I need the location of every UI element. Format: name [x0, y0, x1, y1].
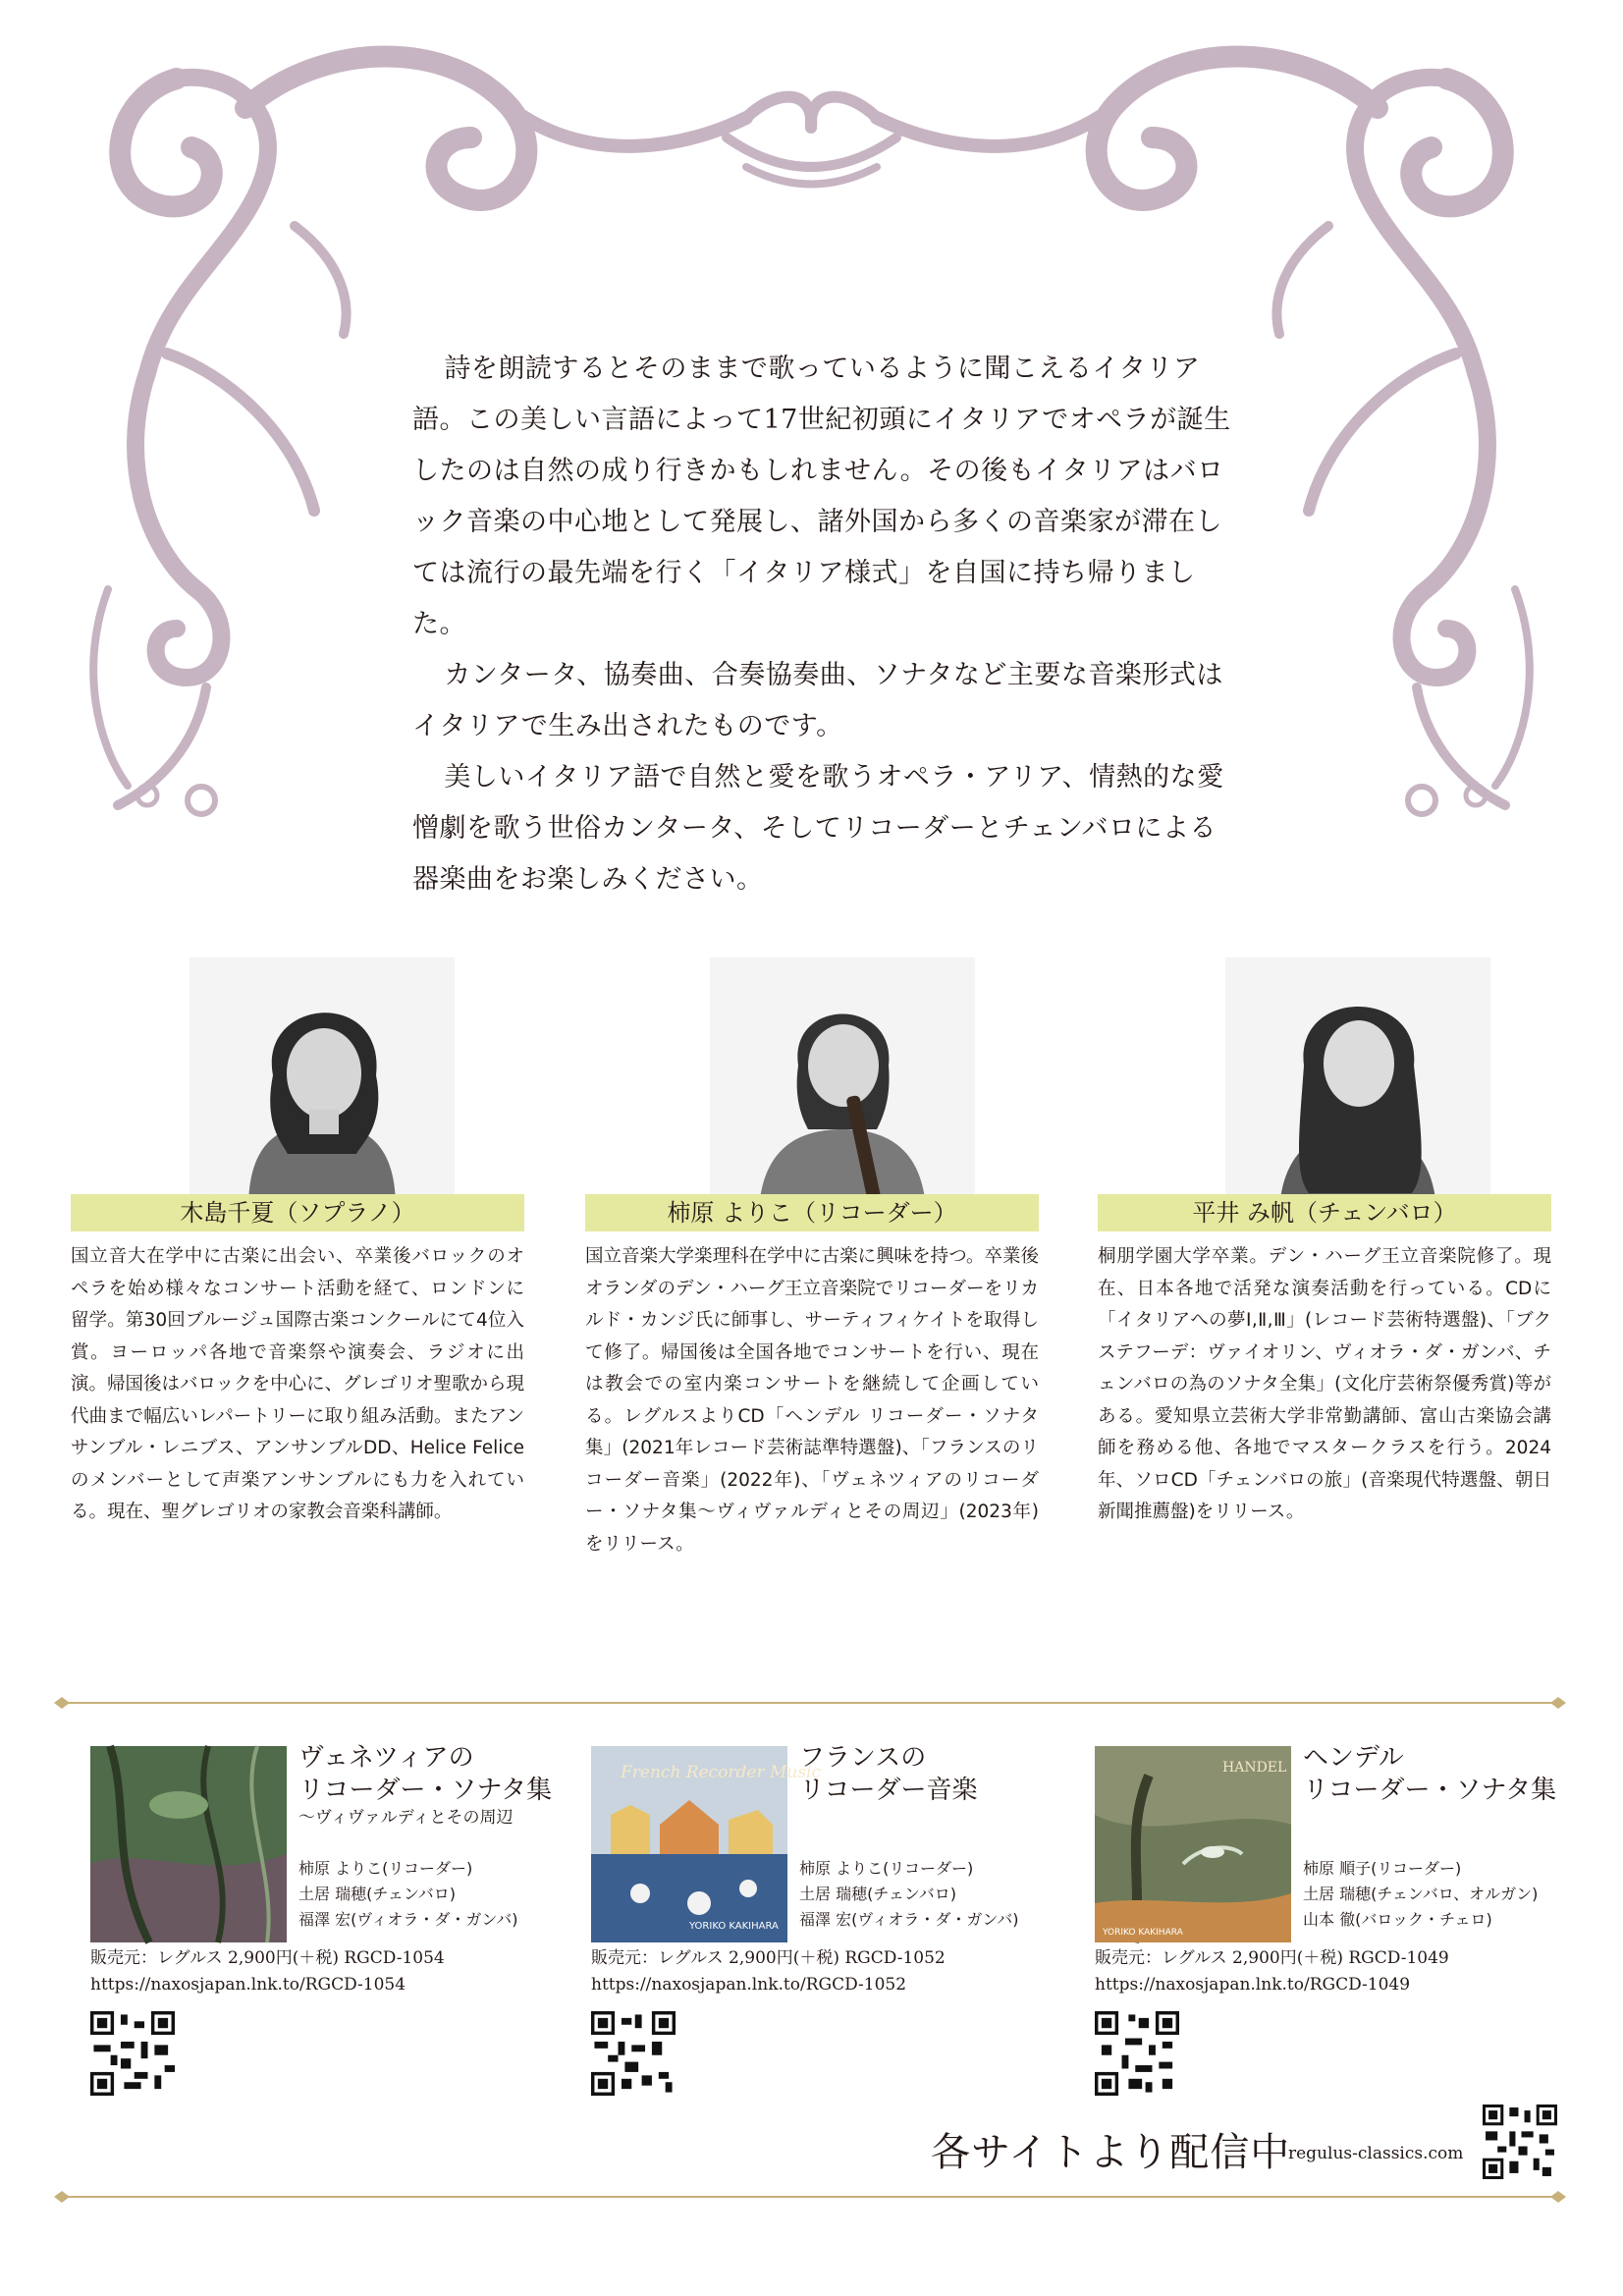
performer-bio-text: 国立音大在学中に古楽に出会い、卒業後バロックのオペラを始め様々なコンサート活動を経て、ロンドンに留学。第30回ブルージュ国際古楽コンクールにて4位入賞。ヨーロッパ各地で音楽祭や演奏会、ラジオに出演。帰国後はバロックを中心に、グレゴリオ聖歌から現代曲まで幅広いレパートリーに取り組み活動。またアンサンブル・レニブス、アンサンブルDD、Helice Feliceのメンバーとして声楽アンサンブルにも力を入れている。現在、聖グレゴリオの家教会音楽科講師。 [71, 1246, 524, 1522]
cd-cover-france[interactable] [591, 1746, 822, 1942]
cd-cover-venezia[interactable] [90, 1746, 287, 1942]
cover-title: HANDEL [1222, 1760, 1287, 1776]
intro-paragraph-3: 美しいイタリア語で自然と愛を歌うオペラ・アリア、情熱的な愛憎劇を歌う世俗カンタータ、そしてリコーダーとチェンバロによる器楽曲をお楽しみください。 [412, 762, 1224, 895]
footer-website-link[interactable]: regulus-classics.com [1288, 2144, 1464, 2163]
qr-code-icon[interactable] [1483, 2105, 1557, 2179]
cd-sale-info: 販売元：レグルス 2,900円(＋税) RGCD-1049 https://naxosjapan.lnk.to/RGCD-1049 [1095, 1945, 1449, 1998]
performer-name: 平井 み帆（チェンバロ） [1098, 1194, 1551, 1231]
cd-sale-info: 販売元：レグルス 2,900円(＋税) RGCD-1052 https://naxosjapan.lnk.to/RGCD-1052 [591, 1945, 946, 1998]
qr-code-icon[interactable] [1095, 2011, 1179, 2096]
cd-cover-handel[interactable] [1095, 1746, 1291, 1942]
streaming-notice: 各サイトより配信中 [931, 2130, 1291, 2175]
performer-bio-kakihara [585, 1194, 1039, 1560]
cd-title: ヘンデル リコーダー・ソナタ集 [1303, 1743, 1557, 1805]
cover-artist: YORIKO KAKIHARA [689, 1921, 779, 1932]
performer-name: 柿原 よりこ（リコーダー） [585, 1194, 1039, 1231]
qr-code-icon[interactable] [90, 2011, 175, 2096]
performer-name: 木島千夏（ソプラノ） [71, 1194, 524, 1231]
performer-bio-kijima [71, 1194, 524, 1529]
performer-photo-kijima [189, 957, 455, 1208]
qr-code-icon[interactable] [591, 2011, 676, 2096]
performer-bio-text: 国立音楽大学楽理科在学中に古楽に興味を持つ。卒業後オランダのデン・ハーグ王立音楽院でリコーダーをリカルド・カンジ氏に師事し、サーティフィケイトを取得して修了。帰国後は全国各地でコンサートを行い、現在は教会での室内楽コンサートを継続して企画している。レグルスよりCD「ヘンデル リコーダー・ソナタ集」(2021年レコード芸術誌準特選盤)、「フランスのリコーダー音楽」(2022年)、「ヴェネツィアのリコーダー・ソナタ集～ヴィヴァルディとその周辺」(2023年)をリリース。 [585, 1246, 1039, 1555]
cover-artist: YORIKO KAKIHARA [1103, 1928, 1183, 1938]
cd-credits: 柿原 よりこ(リコーダー) 土居 瑞穂(チェンバロ) 福澤 宏(ヴィオラ・ダ・ガンバ) [799, 1859, 1019, 1929]
intro-text [412, 344, 1237, 905]
performer-photo-kakihara [710, 957, 975, 1208]
cover-title: French Recorder Music [621, 1763, 822, 1782]
divider-bottom [54, 2190, 1566, 2204]
cd-url-link[interactable]: https://naxosjapan.lnk.to/RGCD-1052 [591, 1975, 907, 1995]
cd-title: ヴェネツィアの リコーダー・ソナタ集 [298, 1743, 553, 1805]
cd-credits: 柿原 順子(リコーダー) 土居 瑞穂(チェンバロ、オルガン) 山本 徹(バロック・チェロ) [1303, 1859, 1539, 1929]
performer-photo-hirai [1225, 957, 1490, 1208]
performer-bio-hirai [1098, 1194, 1551, 1529]
intro-paragraph-1: 詩を朗読するとそのままで歌っているように聞こえるイタリア語。この美しい言語によって17世紀初頭にイタリアでオペラが誕生したのは自然の成り行きかもしれません。その後もイタリアはバロック音楽の中心地として発展し、諸外国から多くの音楽家が滞在しては流行の最先端を行く「イタリア様式」を自国に持ち帰りました。 [412, 354, 1231, 639]
cd-sale-info: 販売元：レグルス 2,900円(＋税) RGCD-1054 https://naxosjapan.lnk.to/RGCD-1054 [90, 1945, 445, 1998]
divider-top [54, 1696, 1566, 1710]
cd-subtitle: ～ヴィヴァルディとその周辺 [298, 1808, 514, 1828]
cd-url-link[interactable]: https://naxosjapan.lnk.to/RGCD-1049 [1095, 1975, 1411, 1995]
cd-title: フランスの リコーダー音楽 [799, 1743, 978, 1805]
cd-credits: 柿原 よりこ(リコーダー) 土居 瑞穂(チェンバロ) 福澤 宏(ヴィオラ・ダ・ガンバ) [298, 1859, 518, 1929]
cd-url-link[interactable]: https://naxosjapan.lnk.to/RGCD-1054 [90, 1975, 406, 1995]
intro-paragraph-2: カンタータ、協奏曲、合奏協奏曲、ソナタなど主要な音楽形式はイタリアで生み出されたものです。 [412, 660, 1223, 741]
performer-bio-text: 桐朋学園大学卒業。デン・ハーグ王立音楽院修了。現在、日本各地で活発な演奏活動を行っている。CDに「イタリアへの夢Ⅰ,Ⅱ,Ⅲ」(レコード芸術特選盤)、「ブクステフーデ：ヴァイオリン、ヴィオラ・ダ・ガンバ、チェンバロの為のソナタ全集」(文化庁芸術祭優秀賞)等がある。愛知県立芸術大学非常勤講師、富山古楽協会講師を務める他、各地でマスタークラスを行う。2024年、ソロCD「チェンバロの旅」(音楽現代特選盤、朝日新聞推薦盤)をリリース。 [1098, 1246, 1551, 1522]
